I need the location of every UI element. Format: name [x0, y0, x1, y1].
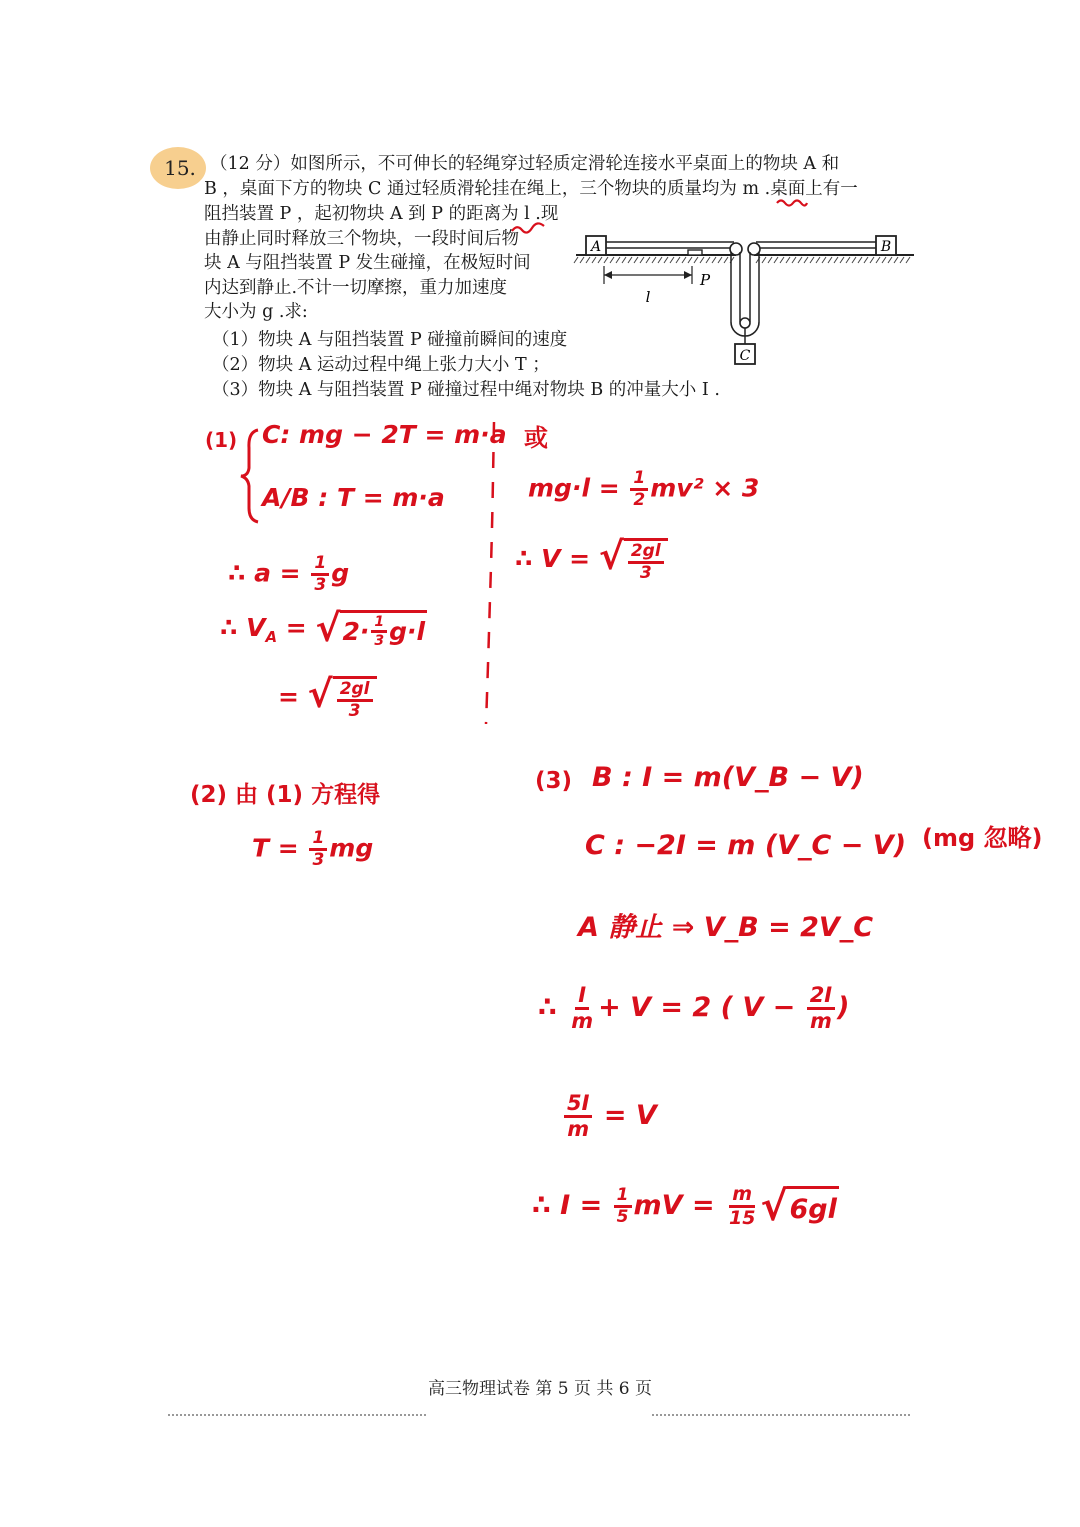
solution-result-v [562, 1093, 657, 1140]
result-equals-v: = V [603, 1100, 657, 1131]
fraction-half [630, 470, 648, 509]
solution-part2-label: (2) 由 (1) 方程得 [190, 782, 381, 808]
physics-diagram [570, 228, 920, 373]
solution-part3-label: (3) [535, 768, 573, 794]
solution-velocity-a [220, 606, 427, 650]
distance-label-l: l [645, 288, 651, 306]
sub-prefix: ∴ [538, 992, 557, 1023]
frac-den: 3 [314, 575, 327, 595]
solution-note-ignore-mg: (mg 忽略) [922, 824, 1043, 852]
fraction-i-over-m [568, 985, 596, 1032]
sqrt-final: √ 6gl [760, 1182, 837, 1231]
energy-left: mg·l = [528, 473, 620, 503]
frac-num: 2I [807, 985, 835, 1010]
solution-substitution [538, 985, 849, 1032]
question-part-1: （1）物块 A 与阻挡装置 P 碰撞前瞬间的速度 [212, 330, 568, 350]
va2-equals: = [278, 682, 299, 711]
frac-den: m [571, 1009, 594, 1033]
solution-accel [228, 555, 349, 594]
sqrt-fraction [337, 681, 373, 720]
accel-suffix: g [331, 558, 350, 588]
va-prefix: ∴ V [220, 613, 266, 642]
frac-den: m [809, 1009, 832, 1033]
solution-part1-label: (1) [205, 428, 238, 452]
block-c-label: C [739, 348, 751, 364]
question-number-badge [150, 147, 206, 189]
equation-brace [238, 428, 262, 524]
frac-num: 1 [371, 615, 387, 633]
sqrt-fraction [628, 543, 664, 582]
fraction-m-over-15 [726, 1185, 758, 1228]
fraction-2i-over-m [807, 985, 835, 1032]
solution-tension [252, 830, 373, 869]
rad-part-a: 2· [342, 617, 370, 646]
solution-velocity-a-simplified [278, 672, 377, 721]
question-line-7: 大小为 g .求: [204, 302, 308, 322]
frac-num: 1 [309, 830, 327, 851]
question-line-5: 块 A 与阻挡装置 P 发生碰撞，在极短时间 [204, 253, 531, 273]
frac-num: 1 [311, 555, 329, 576]
sqrt-alt: √ $\frac{2gl}{3}$ [599, 538, 668, 582]
block-a-label: A [590, 239, 602, 255]
question-line-1: （12 分）如图所示，不可伸长的轻绳穿过轻质定滑轮连接水平桌面上的物块 A 和 [210, 154, 840, 174]
frac-den: 3 [312, 850, 325, 870]
sqrt-simplified: √ $\frac{2gl}{3}$ [308, 676, 377, 720]
page-footer: 高三物理试卷 第 5 页 共 6 页 [427, 1379, 653, 1399]
frac-num: m [729, 1185, 755, 1208]
solution-impulse-c: C : −2I = m (V_C − V) [585, 830, 907, 861]
sqrt-final-body: 6gl [787, 1186, 838, 1227]
block-b-label: B [880, 239, 892, 255]
footer-dotted-line-left [168, 1414, 426, 1416]
sub-end: ) [837, 992, 850, 1023]
barrier-p-label: P [700, 271, 711, 289]
va-subscript: A [265, 628, 278, 646]
solution-impulse-b: B : I = m(V_B − V) [592, 762, 864, 793]
tension-suffix: mg [329, 833, 374, 863]
frac-num: 1 [630, 470, 648, 491]
question-number: 15. [164, 156, 196, 180]
accel-prefix: ∴ a = [228, 558, 301, 588]
question-line-6: 内达到静止.不计一切摩擦，重力加速度 [204, 278, 508, 298]
question-part-2: （2）物块 A 运动过程中绳上张力大小 T ； [212, 355, 550, 375]
energy-right: mv² × 3 [650, 473, 760, 503]
alt-v-prefix: ∴ V = [515, 544, 591, 573]
frac-den: 15 [728, 1207, 756, 1229]
barrier-p [688, 250, 702, 255]
wavy-underline-l [510, 222, 548, 236]
fraction-one-third-t [309, 830, 327, 869]
alternative-label: 或 [524, 424, 548, 452]
frac-num: 1 [614, 1187, 632, 1208]
final-prefix: ∴ I = [532, 1190, 603, 1221]
tension-prefix: T = [252, 833, 299, 863]
rad-part-b: g·l [389, 617, 426, 646]
question-line-3: 阻挡装置 P ，起初物块 A 到 P 的距离为 l .现 [204, 204, 559, 224]
frac-num: 2gl [337, 681, 373, 702]
frac-num: 2gl [628, 543, 664, 564]
solution-final-impulse [532, 1182, 839, 1231]
solution-a-rest: A 静止 ⇒ V_B = 2V_C [578, 912, 874, 943]
frac-den: 2 [633, 490, 646, 510]
question-part-3: （3）物块 A 与阻挡装置 P 碰撞过程中绳对物块 B 的冲量大小 I . [212, 380, 720, 400]
frac-den: 3 [374, 633, 385, 649]
fraction-5i-over-m [564, 1093, 592, 1140]
fraction-one-fifth [614, 1187, 632, 1226]
wavy-underline-m [775, 197, 809, 209]
final-middle: mV = [633, 1190, 715, 1221]
fraction-one-third [311, 555, 329, 594]
frac-den: 3 [348, 701, 361, 721]
sub-middle: + V = 2 ( V − [598, 992, 796, 1023]
frac-num: 5I [564, 1093, 592, 1118]
dashed-divider [480, 418, 500, 728]
sqrt-velocity: √ 2· $\frac{1}{3}$ g·l [315, 606, 426, 650]
frac-den: 3 [639, 563, 652, 583]
frac-den: 5 [616, 1207, 629, 1227]
footer-dotted-line-right [652, 1414, 910, 1416]
movable-pulley [740, 318, 750, 328]
alternative-energy-eq [528, 470, 759, 509]
frac-num: I [575, 985, 589, 1010]
solution-eq-ab: A/B : T = m·a [262, 483, 445, 512]
frac-den: m [567, 1117, 590, 1141]
question-line-4: 由静止同时释放三个物块，一段时间后物 [204, 229, 519, 249]
question-line-2: B ，桌面下方的物块 C 通过轻质滑轮挂在绳上，三个物块的质量均为 m .桌面上有一 [204, 179, 858, 199]
alternative-velocity [515, 534, 668, 583]
va-equals: = [285, 613, 307, 642]
solution-eq-c: C: mg − 2T = m·a [262, 420, 507, 449]
rad-fraction [371, 615, 387, 648]
